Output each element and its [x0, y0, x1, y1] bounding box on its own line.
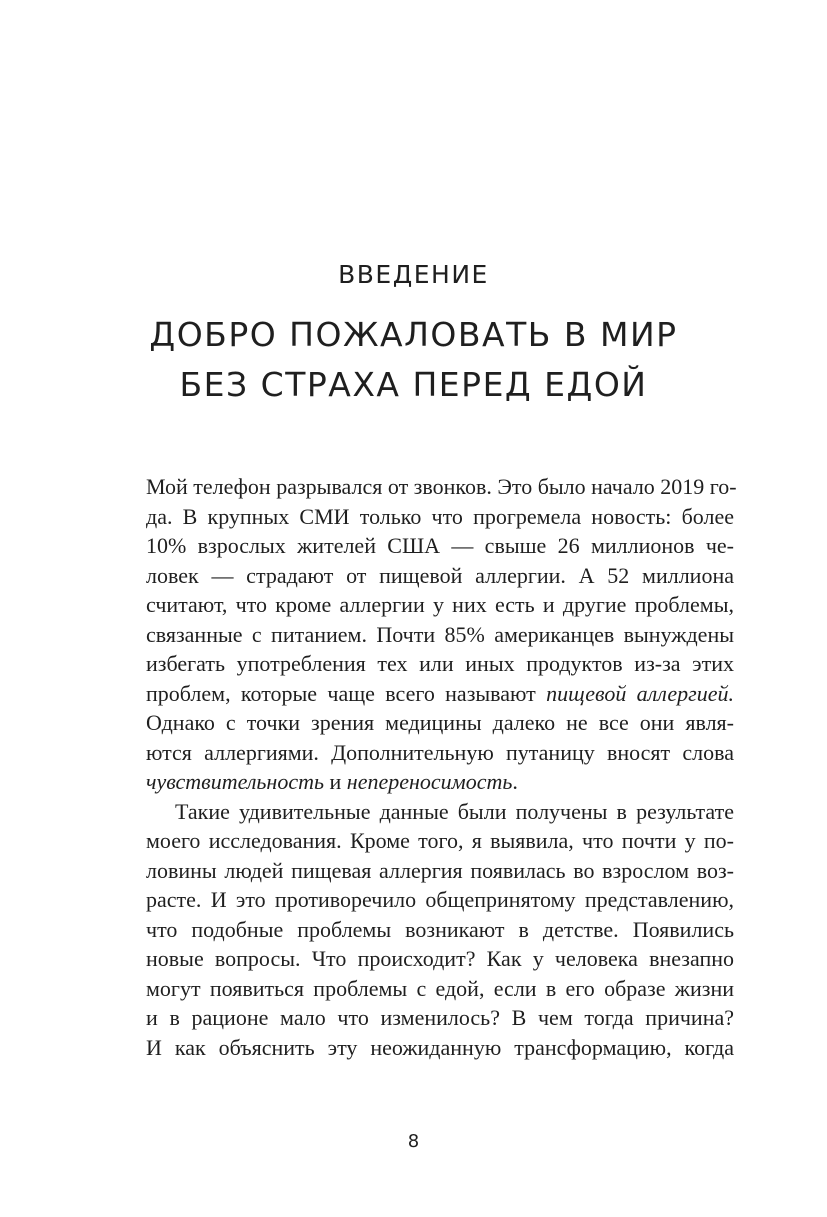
chapter-title-line: ДОБРО ПОЖАЛОВАТЬ В МИР — [149, 315, 678, 354]
text-line: что подобные проблемы возникают в детстве. Появились — [146, 916, 734, 942]
text-line: могут появиться проблемы с едой, если в его образе жизни — [146, 975, 734, 1001]
text-run: . — [512, 769, 518, 794]
paragraph-1 — [146, 472, 737, 797]
text-line: избегать употребления тех или иных продуктов из-за этих — [146, 651, 734, 676]
text-line: Такие удивительные данные были получены в результате — [175, 798, 734, 824]
chapter-title-line: БЕЗ СТРАХА ПЕРЕД ЕДОЙ — [179, 365, 648, 404]
text-line: ловины людей пищевая аллергия появилась во взрослом воз- — [146, 857, 734, 883]
text-line: расте. И это противоречило общепринятому представлению, — [146, 887, 734, 912]
body-text — [146, 472, 737, 1062]
text-line: 10% взрослых жителей США — свыше 26 миллионов че- — [146, 533, 734, 558]
emphasis-term: пищевой аллергией. — [546, 680, 735, 706]
paragraph-2 — [146, 797, 734, 1063]
text-line: ются аллергиями. Дополнительную путаницу вносят слова — [146, 739, 734, 765]
emphasis-term: непереносимость — [346, 769, 513, 794]
text-line — [146, 679, 734, 709]
text-line: новые вопросы. Что происходит? Как у человека внезапно — [146, 946, 734, 971]
text-line: И как объяснить эту неожиданную трансформацию, когда — [146, 1034, 734, 1060]
chapter-title — [0, 310, 827, 410]
text-line: считают, что кроме аллергии у них есть и другие проблемы, — [146, 592, 734, 617]
text-line: связанные с питанием. Почти 85% американцев вынуждены — [146, 621, 734, 647]
text-line — [146, 767, 734, 797]
text-line: Мой телефон разрывался от звонков. Это было начало 2019 го- — [146, 474, 737, 499]
text-run: и — [329, 769, 342, 794]
emphasis-term: чувствительность — [146, 769, 325, 794]
text-line: ловек — страдают от пищевой аллергии. А 52 миллиона — [146, 562, 734, 588]
text-line: Однако с точки зрения медицины далеко не все они явля- — [146, 710, 734, 735]
text-line: моего исследования. Кроме того, я выявила, что почти у по- — [146, 828, 734, 853]
text-line: и в рационе мало что изменилось? В чем тогда причина? — [146, 1005, 734, 1030]
text-line: да. В крупных СМИ только что прогремела новость: более — [146, 503, 734, 529]
chapter-label: ВВЕДЕНИЕ — [338, 260, 489, 289]
text-run: проблем, которые чаще всего называют — [146, 680, 536, 706]
page-number: 8 — [407, 1131, 420, 1152]
